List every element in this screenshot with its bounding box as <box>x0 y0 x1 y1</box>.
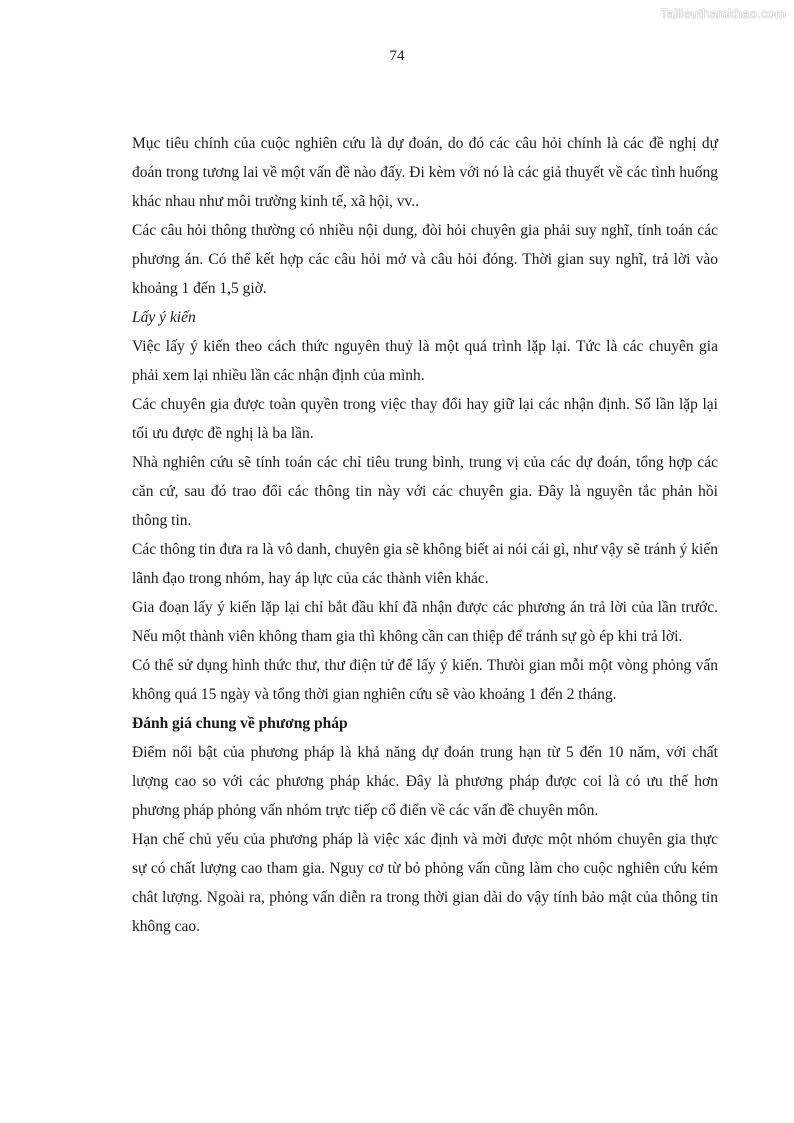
subheading-gathering-opinions: Lấy ý kiến <box>132 309 196 326</box>
paragraph-communication-form: Có thể sử dụng hình thức thư, thư điện tử để lấy ý kiến. Thưòi gian mỗi một vòng phỏng vấn không quá 15 ngày và tổng thời gian nghiên cứu sẽ vào khoảng 1 đến 2 tháng. <box>132 657 718 703</box>
paragraph-question-content: Các câu hỏi thông thường có nhiều nội dung, đòi hỏi chuyên gia phải suy nghĩ, tính toán các phương án. Có thể kết hợp các câu hỏi mở và câu hỏi đóng. Thời gian suy nghĩ, trả lời vào khoảng 1 đến 1,5 giờ. <box>132 222 718 297</box>
paragraph-limitations: Hạn chế chủ yếu của phương pháp là việc xác định và mời được một nhóm chuyên gia thực sự có chất lượng cao tham gia. Nguy cơ từ bỏ phỏng vấn cũng làm cho cuộc nghiên cứu kém chât lượng. Ngoài ra, phỏng vấn diễn ra trong thời gian dài do vậy tính bảo mật của thông tin không cao. <box>132 831 718 935</box>
watermark: Tailieuthamkhao.com <box>660 6 786 21</box>
paragraph-expert-rights: Các chuyên gia được toàn quyền trong việc thay đổi hay giữ lại các nhận định. Số lần lặp lại tối ưu được đề nghị là ba lần. <box>132 396 718 442</box>
heading-method-evaluation: Đánh giá chung về phương pháp <box>132 715 348 732</box>
page-number: 74 <box>389 48 405 64</box>
paragraph-main-goal: Mục tiêu chính của cuộc nghiên cứu là dự đoán, do đó các câu hỏi chính là các đề nghị dự đoán trong tương lai về một vấn đề nào đấy. Đi kèm với nó là các giả thuyết về các tình huống khác nhau như môi trường kinh tế, xã hội, vv.. <box>132 135 718 210</box>
document-body <box>132 129 718 941</box>
paragraph-feedback-principle: Nhà nghiên cứu sẽ tính toán các chỉ tiêu trung bình, trung vị của các dự đoán, tổng hợp các căn cứ, sau đó trao đổi các thông tin này với các chuyên gia. Đây là nguyên tắc phản hồi thông tin. <box>132 454 718 529</box>
paragraph-repeat-stage: Gia đoạn lấy ý kiến lặp lại chỉ bắt đầu khí đã nhận được các phương án trả lời của lần trước. Nếu một thành viên không tham gia thì không cần can thiệp để tránh sự gò ép khi trả lời. <box>132 599 718 645</box>
paragraph-iteration-process: Việc lấy ý kiến theo cách thức nguyên thuỷ là một quá trình lặp lại. Tức là các chuyên gia phải xem lại nhiều lần các nhận định của mình. <box>132 338 718 384</box>
paragraph-anonymity: Các thông tin đưa ra là vô danh, chuyên gia sẽ không biết ai nói cái gì, như vậy sẽ tránh ý kiến lãnh đạo trong nhóm, hay áp lực của các thành viên khác. <box>132 541 718 587</box>
paragraph-advantages: Điểm nổi bật của phương pháp là khả năng dự đoán trung hạn từ 5 đến 10 năm, với chất lượng cao so với các phương pháp khác. Đây là phương pháp được coi là có ưu thế hơn phương pháp phỏng vấn nhóm trực tiếp cổ điển về các vấn đề chuyên môn. <box>132 744 718 819</box>
